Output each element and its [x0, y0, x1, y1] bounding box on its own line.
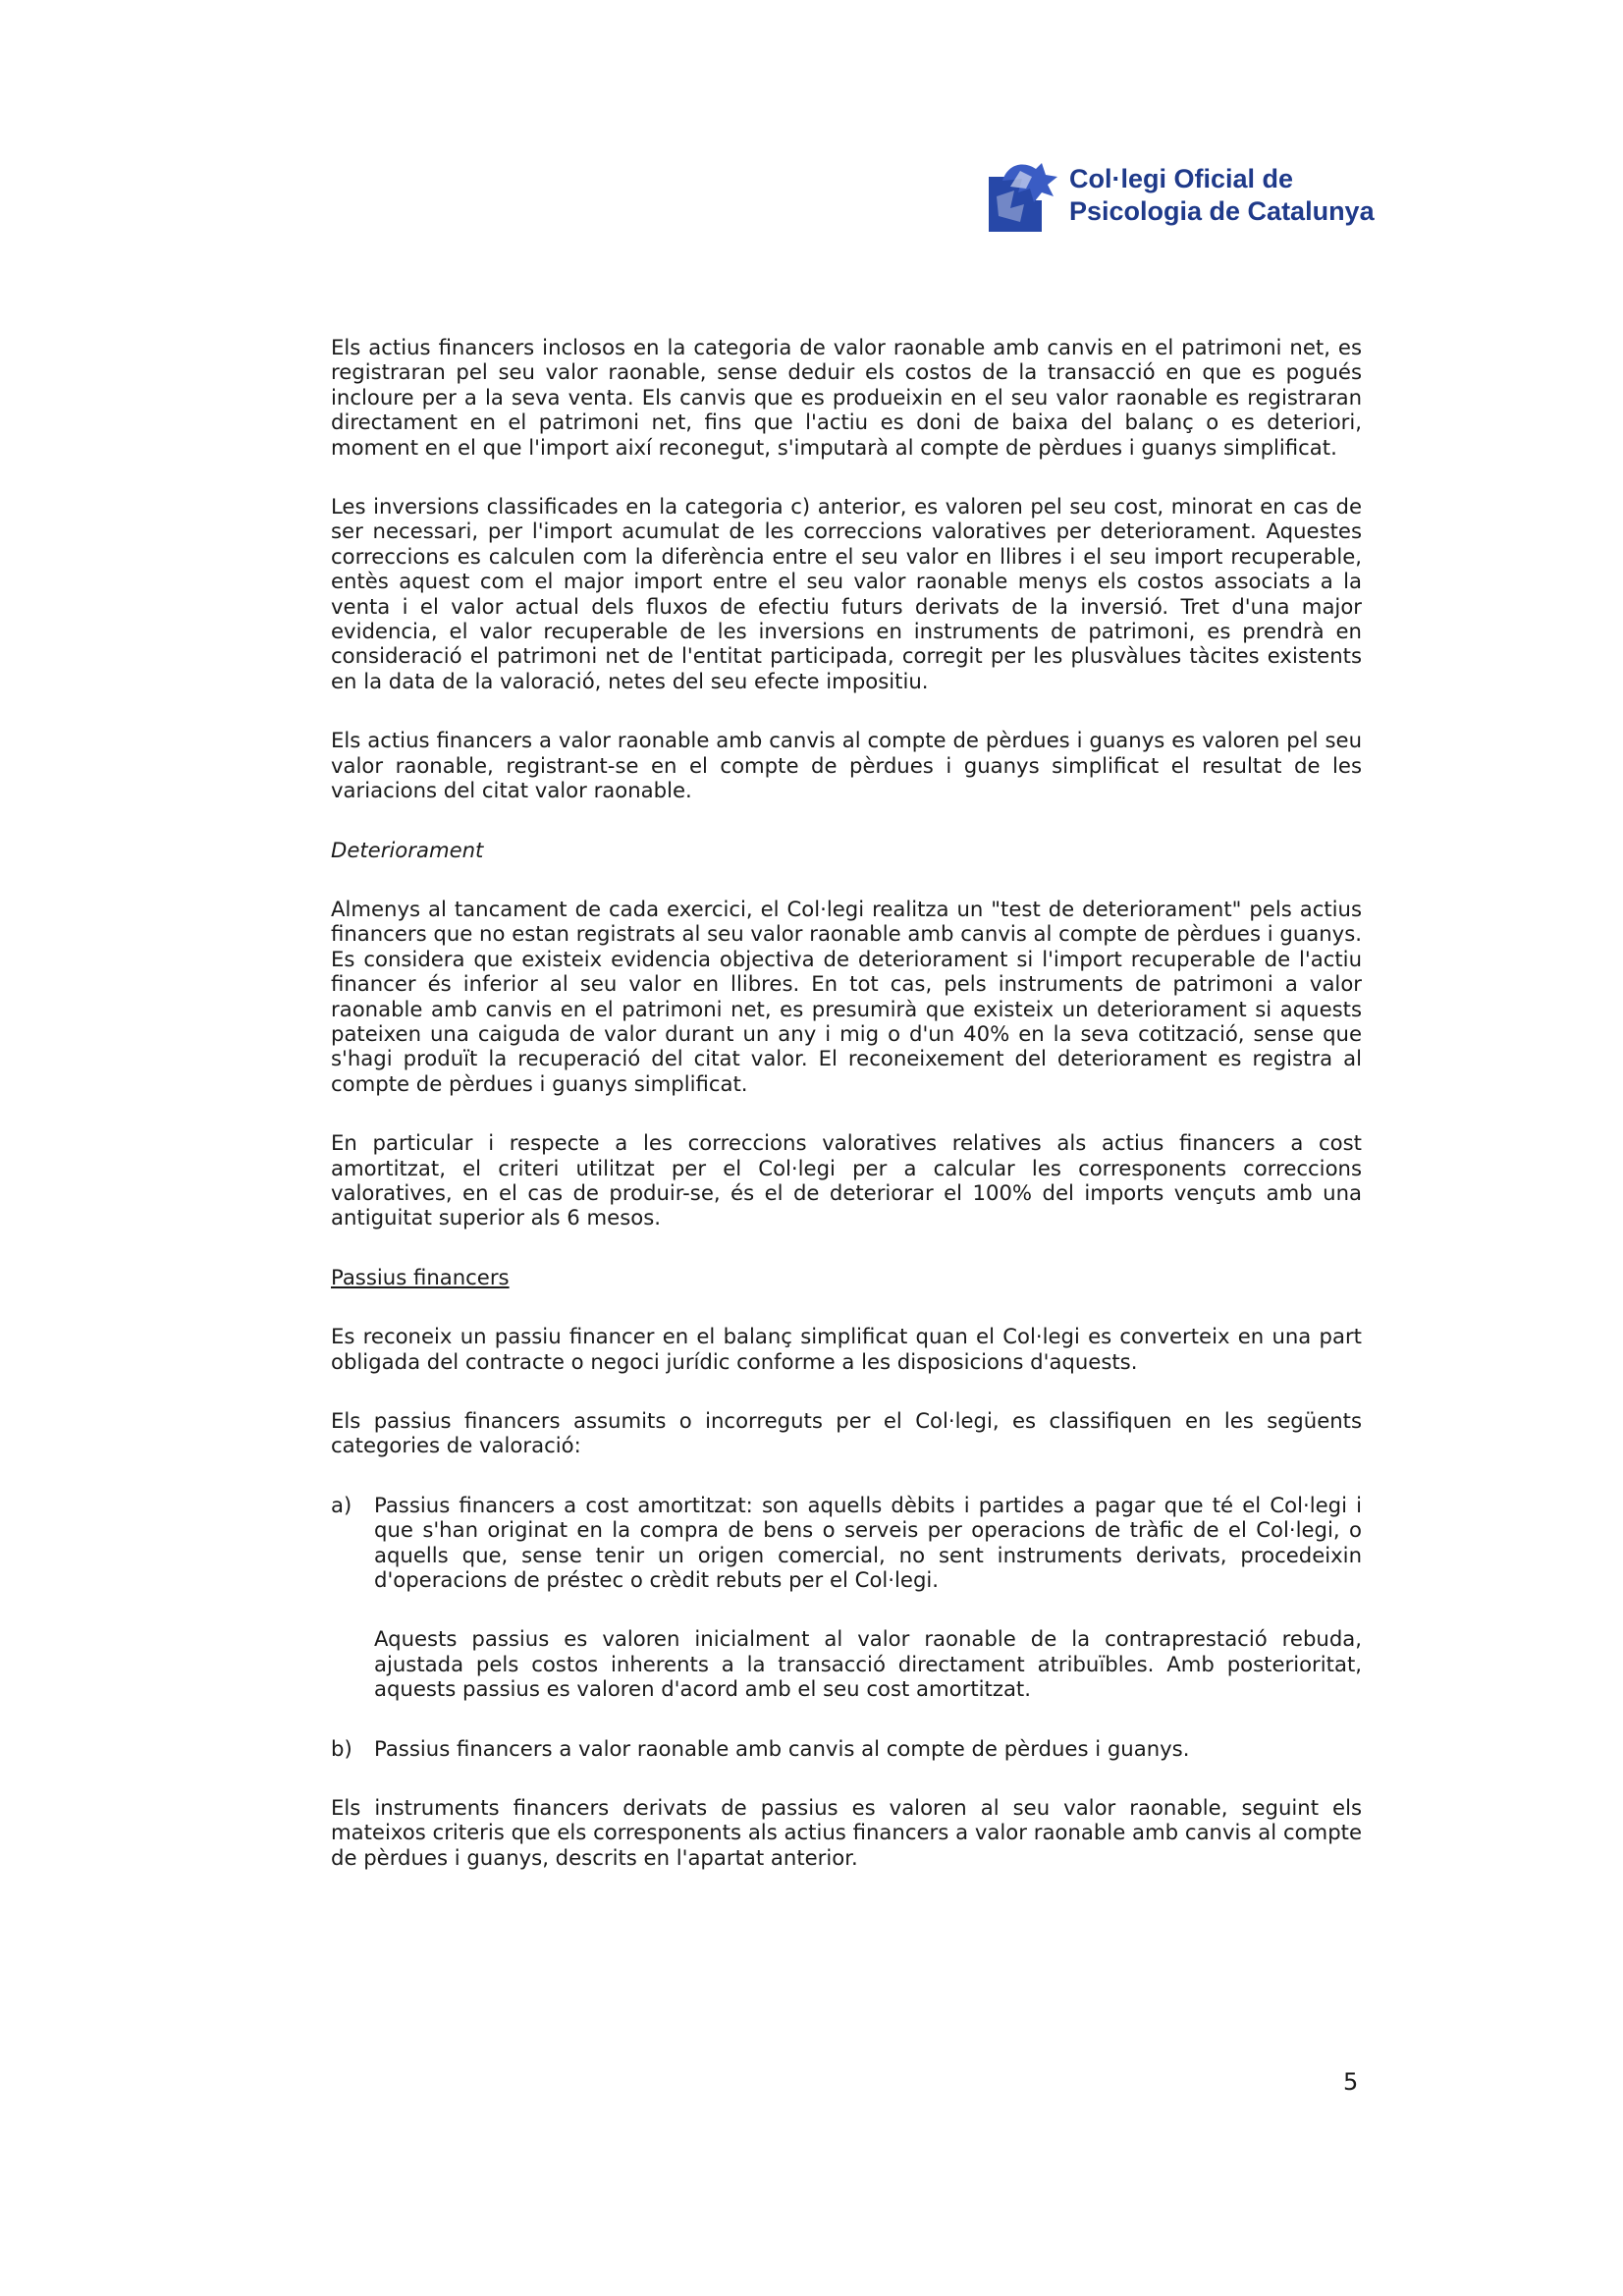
logo-emblem-icon: [985, 157, 1061, 234]
list-item-b: [331, 1736, 1362, 1761]
heading-deteriorament: Deteriorament: [331, 837, 484, 862]
paragraph-6: Es reconeix un passiu financer en el balanç simplificat quan el Col·legi es converteix en una part obligada del contracte o negoci jurídic conforme a les disposicions d'aquests.: [331, 1324, 1362, 1374]
paragraph-3: Els actius financers a valor raonable amb canvis al compte de pèrdues i guanys es valoren pel seu valor raonable, registrant-se en el compte de pèrdues i guanys simplificat el resultat de les variacions del citat valor raonable.: [331, 728, 1362, 803]
paragraph-2: Les inversions classificades en la categoria c) anterior, es valoren pel seu cost, minorat en cas de ser necessari, per l'import acumulat de les correccions valoratives per deteriorament. Aquestes correccions es calculen com la diferència entre el seu valor en llibres i el seu import recuperable, entès aquest com el major import entre el seu valor raonable menys els costos associats a la venta i el valor actual dels fluxos de efectiu futurs derivats de la inversió. Tret d'una major evidencia, el valor recuperable de les inversions en instruments de patrimoni, es prendrà en consideració el patrimoni net de l'entitat participada, corregit per les plusvàlues tàcites existents en la data de la valoració, netes del seu efecte impositiu.: [331, 494, 1362, 693]
document-body: [331, 335, 1362, 1904]
list-item-b-text: Passius financers a valor raonable amb canvis al compte de pèrdues i guanys.: [374, 1735, 1190, 1761]
paragraph-1: Els actius financers inclosos en la categoria de valor raonable amb canvis en el patrimoni net, es registraran pel seu valor raonable, sense deduir els costos de la transacció en que es pogués incloure per a la seva venta. Els canvis que es produeixin en el seu valor raonable es registraran directament en el patrimoni net, fins que l'actiu es doni de baixa del balanç o es deteriori, moment en el que l'import així reconegut, s'imputarà al compte de pèrdues i guanys simplificat.: [331, 335, 1362, 460]
heading-passius-financers: Passius financers: [331, 1264, 510, 1289]
paragraph-4: Almenys al tancament de cada exercici, el Col·legi realitza un "test de deteriorament" pels actius financers que no estan registrats al seu valor raonable amb canvis al compte de pèrdues i guanys. Es considera que existeix evidencia objectiva de deteriorament si l'import recuperable de l'actiu financer és inferior al seu valor en llibres. En tot cas, pels instruments de patrimoni a valor raonable amb canvis en el patrimoni net, es presumirà que existeix un deteriorament si aquests pateixen una caiguda de valor durant un any i mig o d'un 40% en la seva cotització, sense que s'hagi produït la recuperació del citat valor. El reconeixement del deteriorament es registra al compte de pèrdues i guanys simplificat.: [331, 896, 1362, 1096]
list-item-label: b): [331, 1735, 352, 1761]
logo-line-2: Psicologia de Catalunya: [1069, 196, 1375, 226]
page-number: 5: [1343, 2068, 1359, 2096]
paragraph-7: Els passius financers assumits o incorreguts per el Col·legi, es classifiquen en les següents categories de valoració:: [331, 1408, 1362, 1458]
paragraph-8: Els instruments financers derivats de passius es valoren al seu valor raonable, seguint els mateixos criteris que els corresponents als actius financers a valor raonable amb canvis al compte de pèrdues i guanys, descrits en l'apartat anterior.: [331, 1795, 1362, 1870]
list-item-a: [331, 1493, 1362, 1702]
list-item-a-text-1: Passius financers a cost amortitzat: son aquells dèbits i partides a pagar que té el Col·legi i que s'han originat en la compra de bens o serveis per operacions de tràfic de el Col·legi, o aquells que, sense tenir un origen comercial, no sent instruments derivats, procedeixin d'operacions de préstec o crèdit rebuts per el Col·legi.: [374, 1492, 1362, 1593]
logo-line-1: Col·legi Oficial de: [1069, 164, 1294, 193]
list-item-a-text-2: Aquests passius es valoren inicialment al valor raonable de la contraprestació rebuda, ajustada pels costos inherents a la transacció directament atribuïbles. Amb posterioritat, aquests passius es valoren d'acord amb el seu cost amortitzat.: [374, 1626, 1362, 1702]
paragraph-5: En particular i respecte a les correccions valoratives relatives als actius financers a cost amortitzat, el criteri utilitzat per el Col·legi per a calcular les corresponents correccions valoratives, en el cas de produir-se, és el de deteriorar el 100% del imports vençuts amb una antiguitat superior als 6 mesos.: [331, 1130, 1362, 1230]
organization-logo: [985, 157, 1375, 234]
list-item-label: a): [331, 1492, 352, 1517]
